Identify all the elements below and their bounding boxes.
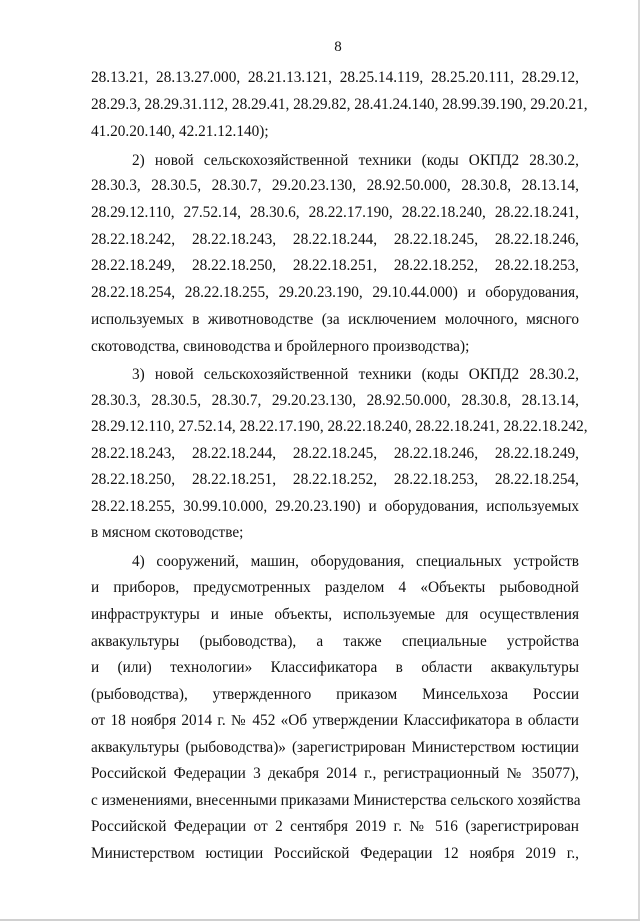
text-line: и приборов, предусмотренных разделом 4 «Объекты рыбоводной <box>91 579 579 596</box>
text-line: Российской Федерации 3 декабря 2014 г., регистрационный № 35077), <box>91 765 579 782</box>
page-number: 8 <box>334 39 342 55</box>
text-line: 28.29.12.110, 27.52.14, 28.22.17.190, 28.22.18.240, 28.22.18.241, 28.22.18.242, <box>91 418 588 435</box>
text-line: аквакультуры (рыбоводства)» (зарегистрирован Министерством юстиции <box>91 739 579 756</box>
text-line: аквакультуры (рыбоводства), а также специальные устройства <box>91 633 579 650</box>
text-line: Российской Федерации от 2 сентября 2019 г. № 516 (зарегистрирован <box>91 818 579 835</box>
text-line: инфраструктуры и иные объекты, используемые для осуществления <box>91 606 579 623</box>
text-line: 28.22.18.242, 28.22.18.243, 28.22.18.244, 28.22.18.245, 28.22.18.246, <box>91 231 579 248</box>
text-line: 28.22.18.249, 28.22.18.250, 28.22.18.251, 28.22.18.252, 28.22.18.253, <box>91 257 579 274</box>
text-line: от 18 ноября 2014 г. № 452 «Об утверждении Классификатора в области <box>91 712 579 729</box>
text-line: 28.30.3, 28.30.5, 28.30.7, 29.20.23.130, 28.92.50.000, 28.30.8, 28.13.14, <box>91 177 579 194</box>
text-line: скотоводства, свиноводства и бройлерного производства); <box>91 338 470 355</box>
text-line: 2) новой сельскохозяйственной техники (коды ОКПД2 28.30.2, <box>132 152 579 169</box>
text-line: 28.22.18.243, 28.22.18.244, 28.22.18.245, 28.22.18.246, 28.22.18.249, <box>91 445 579 462</box>
text-line: 28.29.3, 28.29.31.112, 28.29.41, 28.29.82, 28.41.24.140, 28.99.39.190, 29.20.21, <box>91 96 588 113</box>
text-line: 41.20.20.140, 42.21.12.140); <box>91 123 269 140</box>
text-line: и (или) технологии» Классификатора в области аквакультуры <box>91 659 579 676</box>
text-line: 28.22.18.250, 28.22.18.251, 28.22.18.252, 28.22.18.253, 28.22.18.254, <box>91 471 579 488</box>
text-line: в мясном скотоводстве; <box>91 524 244 541</box>
text-line: 28.22.18.255, 30.99.10.000, 29.20.23.190) и оборудования, используемых <box>91 498 579 515</box>
text-line: 3) новой сельскохозяйственной техники (коды ОКПД2 28.30.2, <box>132 366 579 383</box>
text-line: Министерством юстиции Российской Федерации 12 ноября 2019 г., <box>91 845 579 862</box>
text-line: 28.13.21, 28.13.27.000, 28.21.13.121, 28.25.14.119, 28.25.20.111, 28.29.12, <box>91 69 579 86</box>
text-line: 4) сооружений, машин, оборудования, специальных устройств <box>132 553 579 570</box>
text-line: используемых в животноводстве (за исключением молочного, мясного <box>91 311 579 328</box>
text-line: 28.29.12.110, 27.52.14, 28.30.6, 28.22.17.190, 28.22.18.240, 28.22.18.241, <box>91 204 579 221</box>
text-line: 28.22.18.254, 28.22.18.255, 29.20.23.190, 29.10.44.000) и оборудования, <box>91 284 579 301</box>
text-line: (рыбоводства), утвержденного приказом Минсельхоза России <box>91 686 579 703</box>
text-line: 28.30.3, 28.30.5, 28.30.7, 29.20.23.130, 28.92.50.000, 28.30.8, 28.13.14, <box>91 392 579 409</box>
text-line: с изменениями, внесенными приказами Министерства сельского хозяйства <box>91 792 581 809</box>
